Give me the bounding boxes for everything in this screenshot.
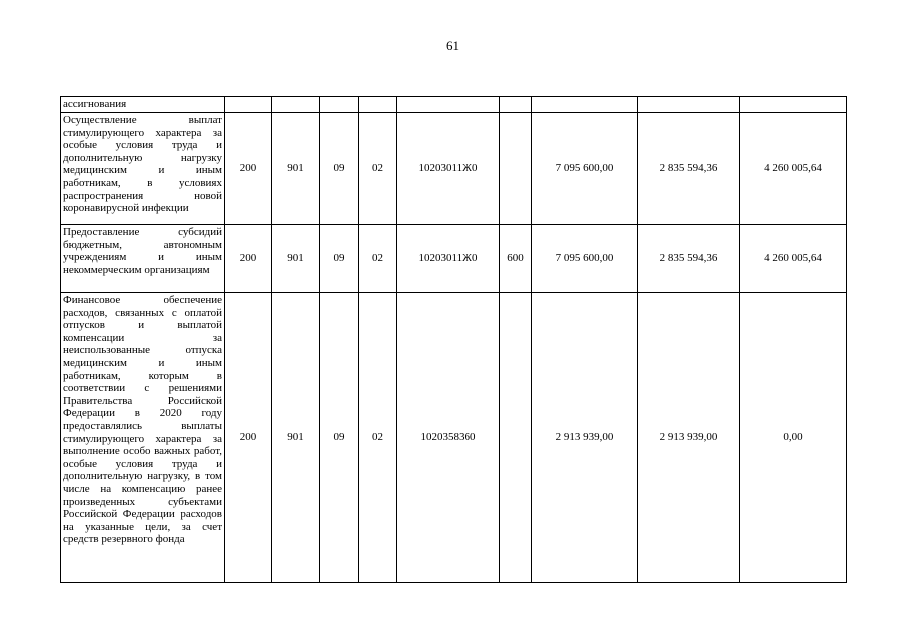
cell-col-6 [500,293,532,583]
cell-col-1: 200 [225,293,272,583]
cell-col-4 [359,97,397,113]
row-name-cell: Осуществление выплат стимулирующего характера за особые условия труда и дополнительную нагрузку медицинским и иным работникам, в условиях распространения новой коронавирусной инфекции [61,113,225,225]
cell-col-2: 901 [272,113,320,225]
cell-col-8 [638,97,740,113]
cell-col-4: 02 [359,225,397,293]
row-name-cell: Финансовое обеспечение расходов, связанных с оплатой отпусков и выплатой компенсации за неиспользованные отпуска медицинским и иным работникам, которым в соответствии с решениями Правительства Российской Федерации в 2020 году предоставлялись выплаты стимулирующего характера за выполнение особо важных работ, особые условия труда и дополнительную нагрузку, в том числе на компенсацию ранее произведенных субъектами Российской Федерации расходов на указанные цели, за счет средств резервного фонда [61,293,225,583]
cell-col-2 [272,97,320,113]
cell-col-2: 901 [272,293,320,583]
cell-col-1 [225,97,272,113]
cell-col-8: 2 835 594,36 [638,113,740,225]
cell-col-3 [320,97,359,113]
cell-col-7: 7 095 600,00 [532,225,638,293]
cell-col-5 [397,97,500,113]
cell-col-2: 901 [272,225,320,293]
cell-col-4: 02 [359,113,397,225]
cell-col-6 [500,97,532,113]
cell-col-1: 200 [225,113,272,225]
table-row [61,293,847,583]
row-name-cell: ассигнования [61,97,225,113]
cell-col-3: 09 [320,225,359,293]
cell-col-7: 7 095 600,00 [532,113,638,225]
cell-col-3: 09 [320,293,359,583]
budget-table [60,96,847,583]
cell-col-9: 4 260 005,64 [740,113,847,225]
cell-col-8: 2 835 594,36 [638,225,740,293]
cell-col-5: 10203011Ж0 [397,225,500,293]
table-row [61,113,847,225]
cell-col-6 [500,113,532,225]
cell-col-5: 10203011Ж0 [397,113,500,225]
cell-col-8: 2 913 939,00 [638,293,740,583]
page-number: 61 [446,38,459,53]
cell-col-7 [532,97,638,113]
cell-col-7: 2 913 939,00 [532,293,638,583]
cell-col-9 [740,97,847,113]
row-name-cell: Предоставление субсидий бюджетным, автономным учреждениям и иным некоммерческим организациям [61,225,225,293]
cell-col-3: 09 [320,113,359,225]
cell-col-9: 0,00 [740,293,847,583]
table-row [61,97,847,113]
cell-col-9: 4 260 005,64 [740,225,847,293]
cell-col-5: 1020358360 [397,293,500,583]
cell-col-4: 02 [359,293,397,583]
cell-col-6: 600 [500,225,532,293]
cell-col-1: 200 [225,225,272,293]
table-row [61,225,847,293]
